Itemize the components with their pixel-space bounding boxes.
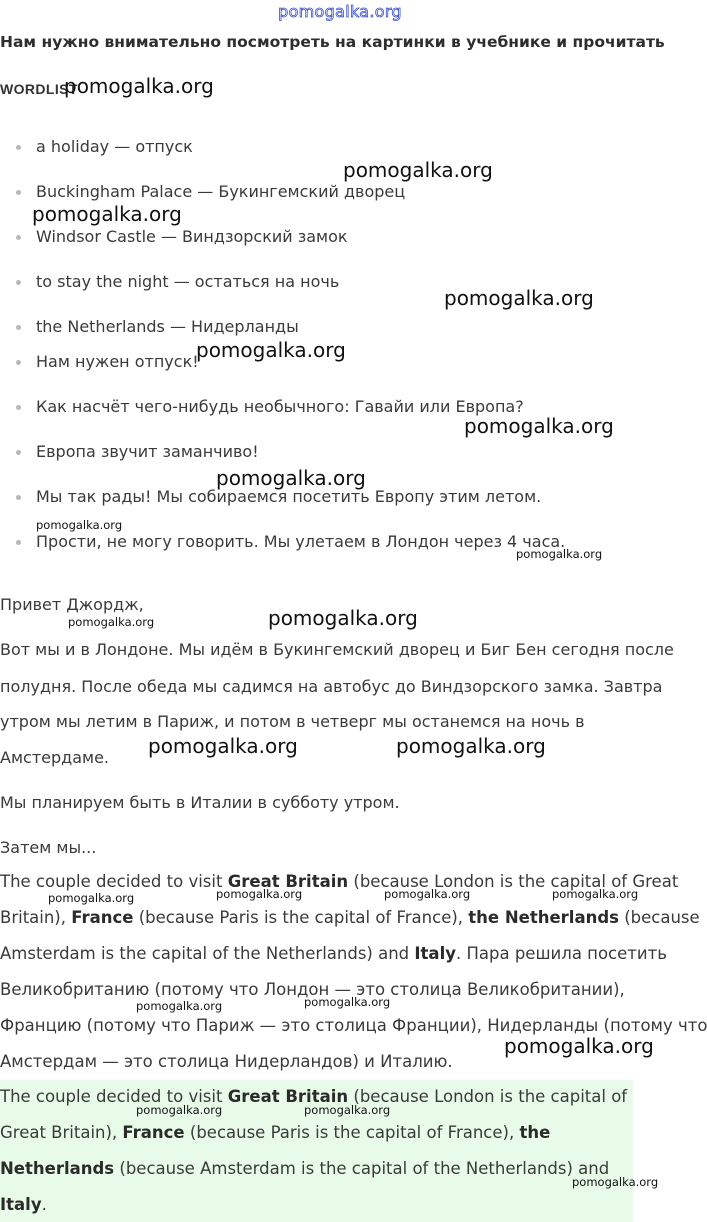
answer-highlight xyxy=(0,1080,633,1222)
watermark-text: pomogalka.org xyxy=(464,414,614,438)
bullet-icon xyxy=(16,235,21,240)
answer-line: The couple decided to visit Great Britain (because London is the capital of xyxy=(0,1087,628,1106)
watermark-text: pomogalka.org xyxy=(304,1103,391,1117)
explanation-line: The couple decided to visit Great Britain (because London is the capital of Great xyxy=(0,872,679,891)
letter-line: утром мы летим в Париж, и потом в четверг мы останемся на ночь в xyxy=(0,712,585,731)
bullet-icon xyxy=(16,325,21,330)
watermark-text: pomogalka.org xyxy=(136,999,223,1013)
explanation-line: Амстердам — это столица Нидерландов) и Италию. xyxy=(0,1052,453,1071)
watermark-text: pomogalka.org xyxy=(32,202,182,226)
letter-line: Амстердаме. xyxy=(0,748,109,767)
watermark-text: pomogalka.org xyxy=(48,891,135,905)
letter-saturday: Мы планируем быть в Италии в субботу утром. xyxy=(0,793,400,812)
bullet-icon xyxy=(16,280,21,285)
explanation-line: Britain), France (because Paris is the capital of France), the Netherlands (because xyxy=(0,908,700,927)
watermark-text: pomogalka.org xyxy=(136,1103,223,1117)
bullet-icon xyxy=(16,450,21,455)
watermark-text: pomogalka.org xyxy=(444,286,594,310)
answer-line: Great Britain), France (because Paris is the capital of France), the xyxy=(0,1123,551,1142)
watermark-text: pomogalka.org xyxy=(343,158,493,182)
bullet-icon xyxy=(16,540,21,545)
watermark-text: pomogalka.org xyxy=(384,887,471,901)
letter-greeting: Привет Джордж, xyxy=(0,595,144,614)
bullet-icon xyxy=(16,190,21,195)
letter-line: Вот мы и в Лондоне. Мы идём в Букингемский дворец и Биг Бен сегодня после xyxy=(0,640,674,659)
top-watermark: pomogalka.org xyxy=(278,2,402,21)
answer-line: Netherlands (because Amsterdam is the capital of the Netherlands) and xyxy=(0,1159,610,1178)
letter-then: Затем мы... xyxy=(0,838,97,857)
bullet-icon xyxy=(16,405,21,410)
wordlist-title: WORDLIST xyxy=(0,81,78,97)
watermark-text: pomogalka.org xyxy=(552,887,639,901)
watermark-text: pomogalka.org xyxy=(304,995,391,1009)
page-heading: Нам нужно внимательно посмотреть на картинки в учебнике и прочитать xyxy=(0,33,665,51)
bullet-icon xyxy=(16,360,21,365)
explanation-line: Францию (потому что Париж — это столица Франции), Нидерланды (потому что xyxy=(0,1016,707,1035)
watermark-text: pomogalka.org xyxy=(268,606,418,630)
explanation-line: Amsterdam is the capital of the Netherlands) and Italy. Пара решила посетить xyxy=(0,944,667,963)
watermark-text: pomogalka.org xyxy=(64,74,214,98)
watermark-text: pomogalka.org xyxy=(148,734,298,758)
watermark-text: pomogalka.org xyxy=(216,887,303,901)
letter-line: полудня. После обеда мы садимся на автобус до Виндзорского замка. Завтра xyxy=(0,677,663,696)
answer-line: Italy. xyxy=(0,1195,47,1214)
watermark-text: pomogalka.org xyxy=(196,338,346,362)
bullet-icon xyxy=(16,145,21,150)
watermark-text: pomogalka.org xyxy=(504,1034,654,1058)
watermark-text: pomogalka.org xyxy=(68,615,155,629)
watermark-text: pomogalka.org xyxy=(572,1175,659,1189)
watermark-text: pomogalka.org xyxy=(516,547,603,561)
watermark-text: pomogalka.org xyxy=(36,518,123,532)
bullet-icon xyxy=(16,495,21,500)
watermark-text: pomogalka.org xyxy=(396,734,546,758)
explanation-line: Великобританию (потому что Лондон — это столица Великобритании), xyxy=(0,980,625,999)
watermark-text: pomogalka.org xyxy=(216,466,366,490)
